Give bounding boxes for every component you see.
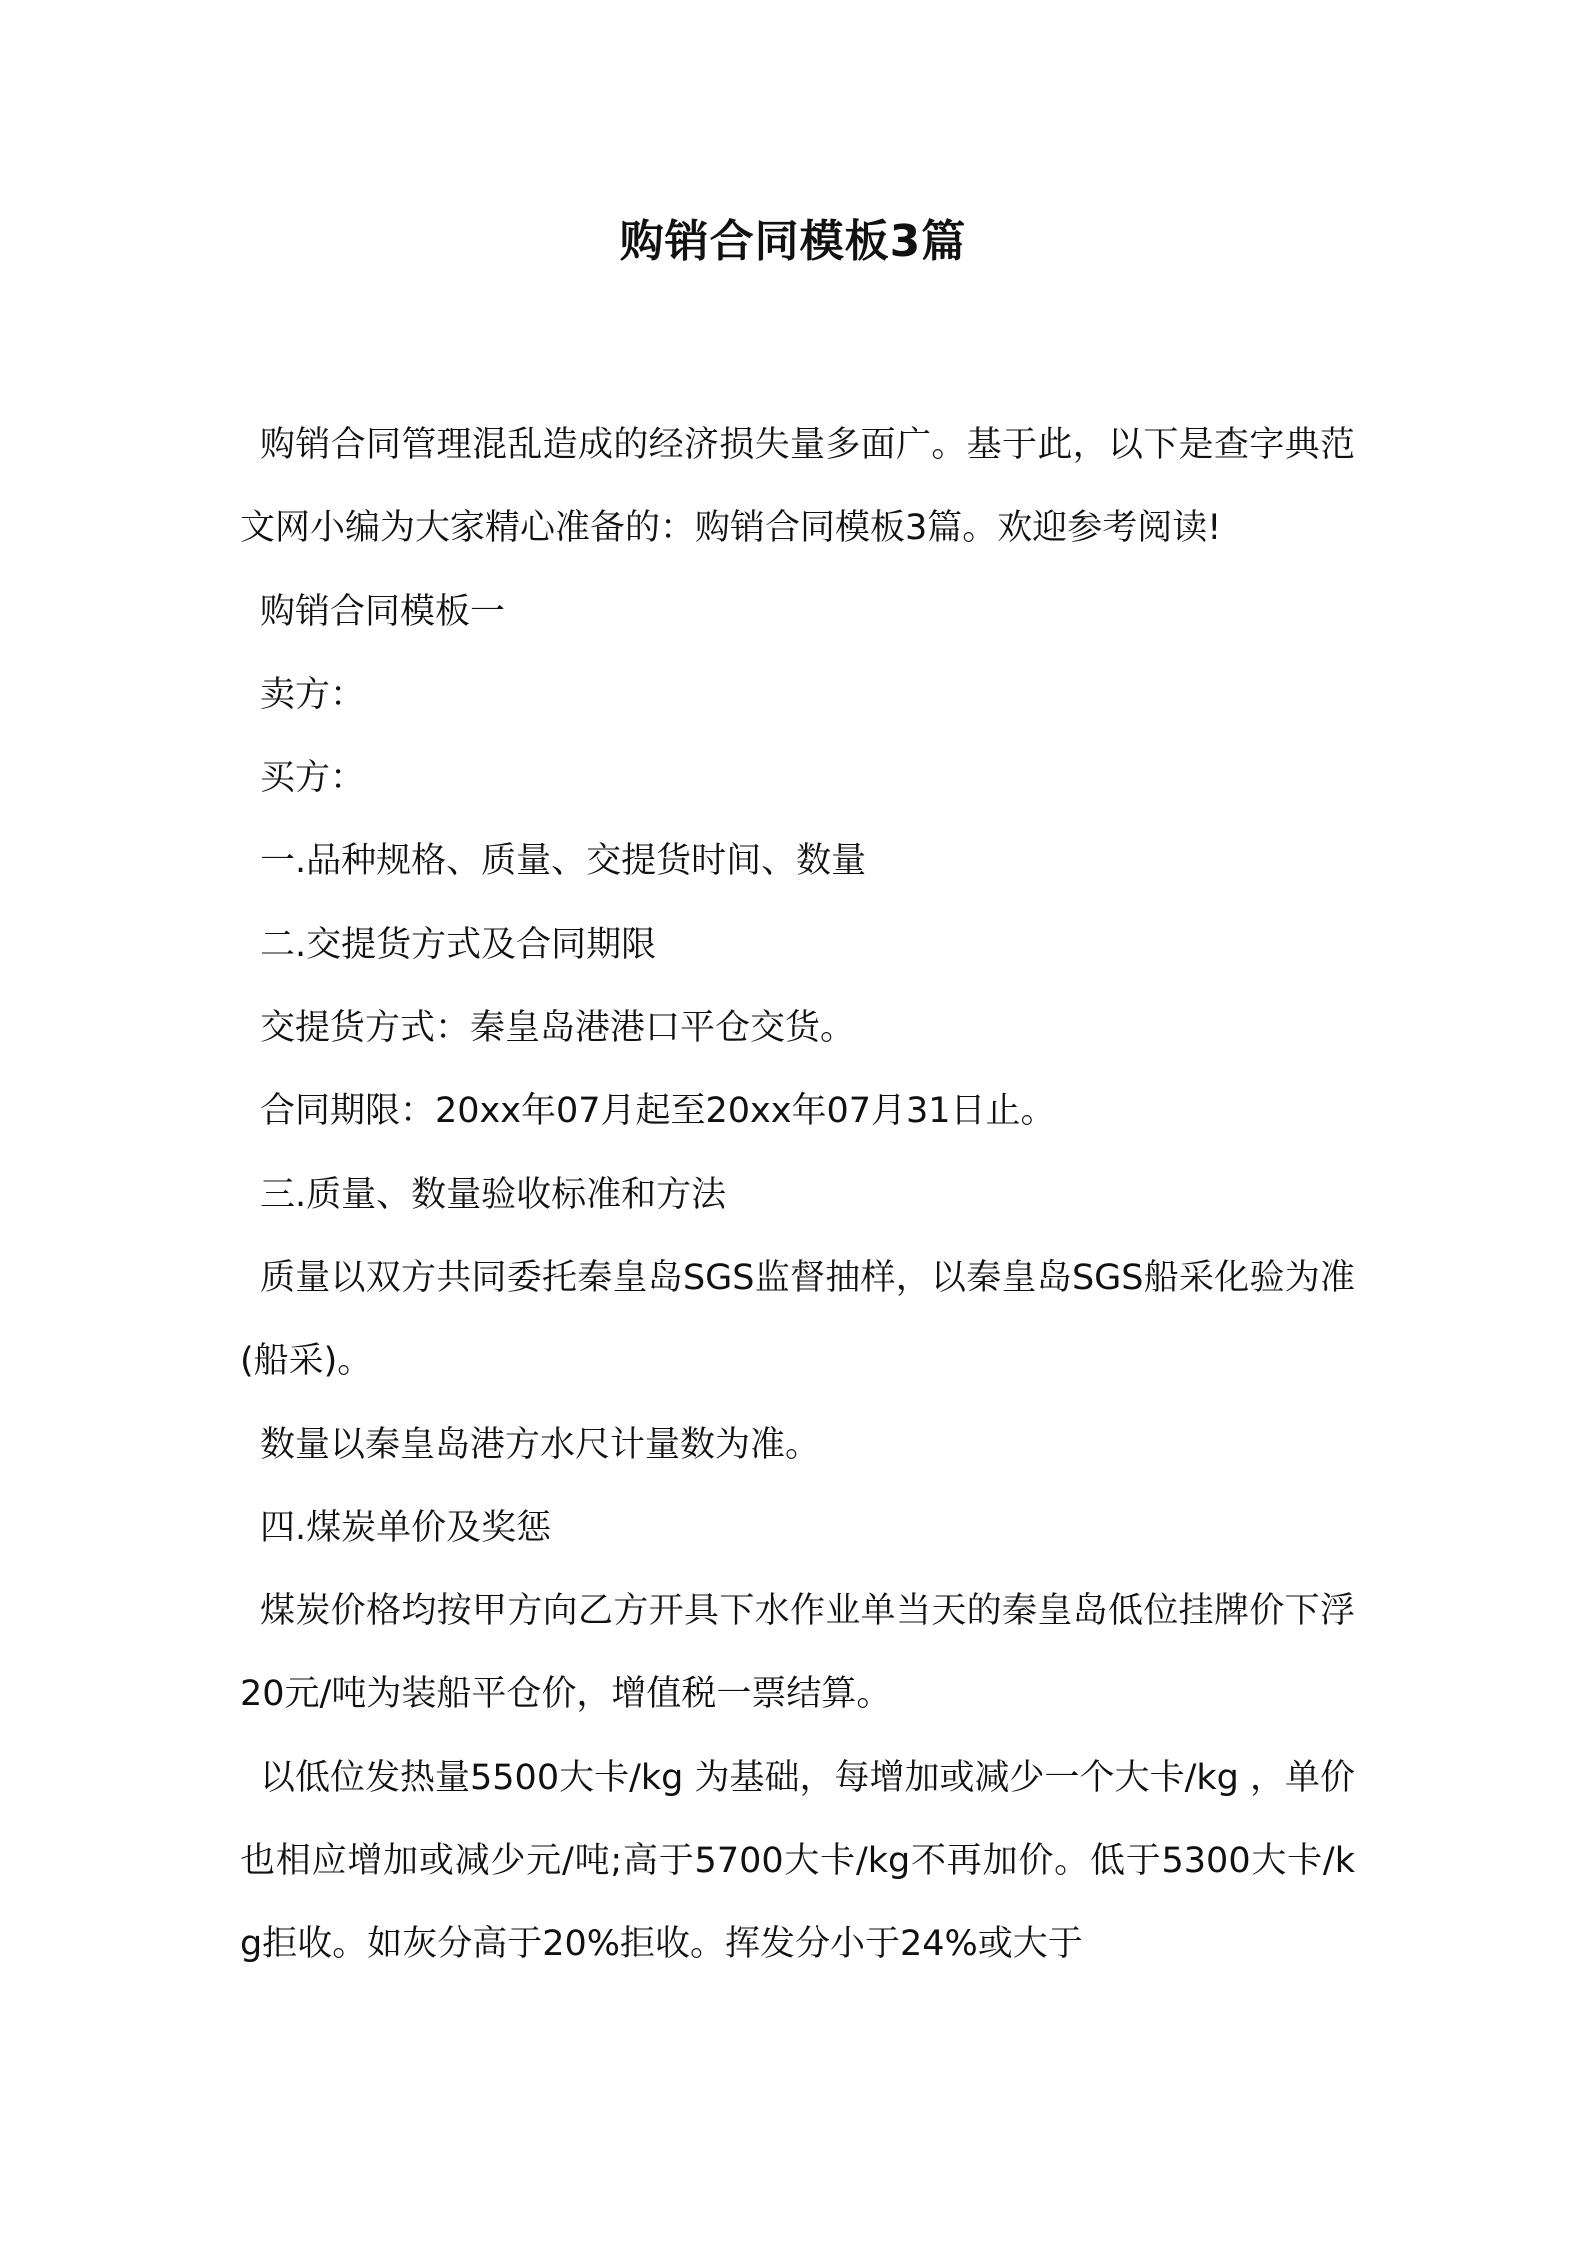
- document-title: 购销合同模板3篇: [619, 216, 967, 267]
- delivery-method-paragraph: 交提货方式：秦皇岛港港口平仓交货。: [260, 1008, 856, 1049]
- seller-line: 卖方：: [260, 674, 366, 715]
- clause-heading-1: 一.品种规格、质量、交提货时间、数量: [260, 841, 867, 882]
- clause-heading-3: 三.质量、数量验收标准和方法: [260, 1174, 727, 1215]
- buyer-line: 买方：: [260, 758, 366, 799]
- section-heading-template-one: 购销合同模板一: [260, 591, 506, 632]
- price-paragraph: 煤炭价格均按甲方向乙方开具下水作业单当天的秦皇岛低位挂牌价下浮20元/吨为装船平仓价，增值税一票结算。: [240, 1591, 1355, 1715]
- quality-paragraph: 质量以双方共同委托秦皇岛SGS监督抽样，以秦皇岛SGS船采化验为准(船采)。: [240, 1257, 1355, 1382]
- intro-paragraph: 购销合同管理混乱造成的经济损失量多面广。基于此，以下是查字典范文网小编为大家精心准备的：购销合同模板3篇。欢迎参考阅读!: [240, 425, 1355, 549]
- calorific-paragraph: 以低位发热量5500大卡/kg 为基础，每增加或减少一个大卡/kg ，单价也相应增加或减少元/吨;高于5700大卡/kg不再加价。低于5300大卡/kg拒收。如灰分高于20%拒收。挥发分小于24%或大于: [240, 1757, 1355, 1965]
- contract-term-paragraph: 合同期限：20xx年07月起至20xx年07月31日止。: [260, 1091, 1056, 1132]
- quantity-paragraph: 数量以秦皇岛港方水尺计量数为准。: [260, 1424, 821, 1465]
- document-body: [240, 404, 1355, 1987]
- clause-heading-4: 四.煤炭单价及奖惩: [260, 1507, 552, 1548]
- clause-heading-2: 二.交提货方式及合同期限: [260, 924, 657, 965]
